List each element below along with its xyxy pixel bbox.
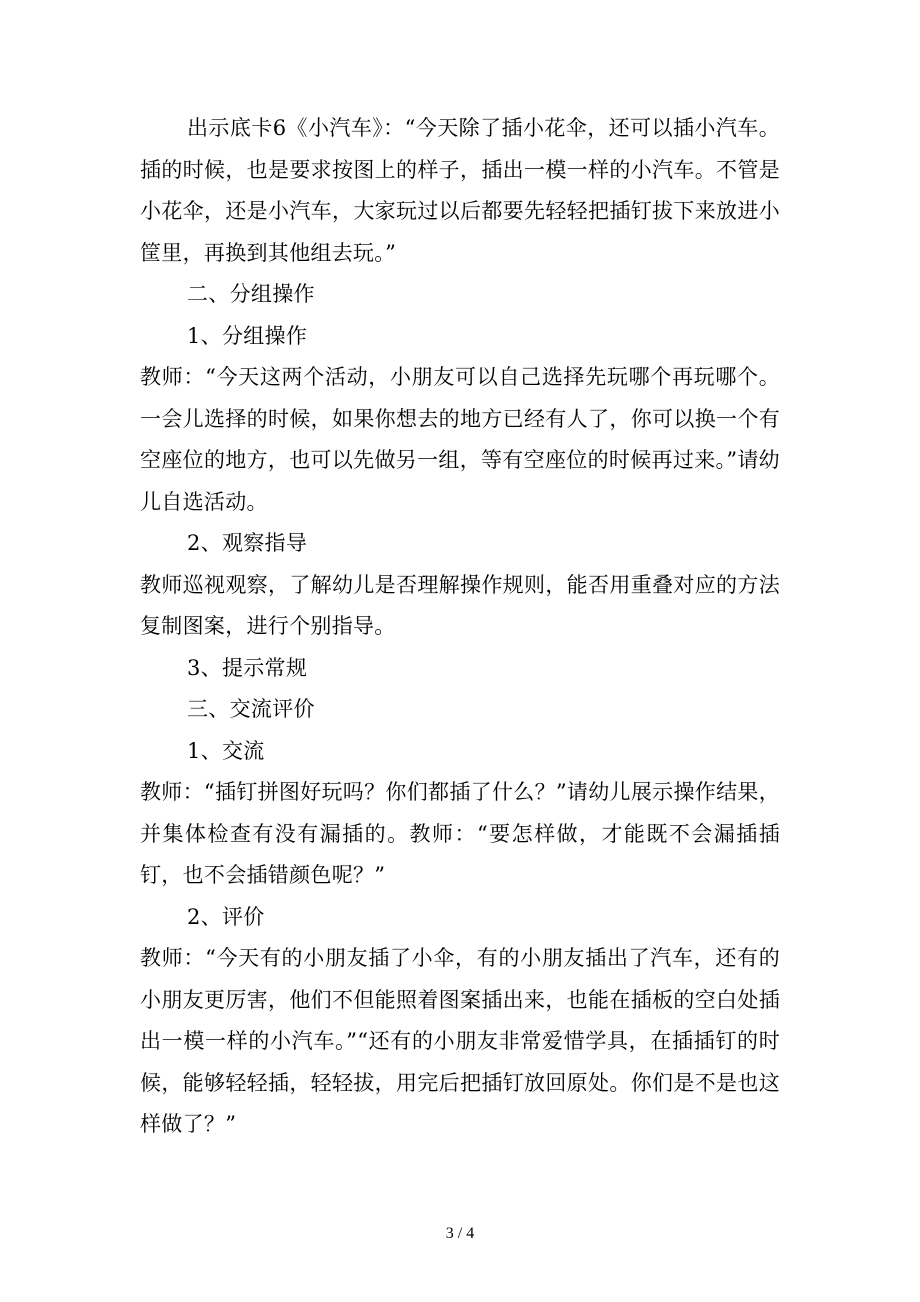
heading-group-operation: 二、分组操作 <box>187 282 315 306</box>
subheading-exchange: 1、交流 <box>187 738 265 763</box>
paragraph-teacher-exchange: 教师：“插钉拼图好玩吗？你们都插了什么？”请幼儿展示操作结果，并集体检查有没有漏插的。教师：“要怎样做，才能既不会漏插插钉，也不会插错颜色呢？” <box>140 780 780 887</box>
paragraph-teacher-choice: 教师：“今天这两个活动，小朋友可以自己选择先玩哪个再玩哪个。一会儿选择的时候，如果你想去的地方已经有人了，你可以换一个有空座位的地方，也可以先做另一组，等有空座位的时候再过来。”请幼儿自选活动。 <box>140 365 780 514</box>
paragraph-car-card: 出示底卡6《小汽车》：“今天除了插小花伞，还可以插小汽车。插的时候，也是要求按图上的样子，插出一模一样的小汽车。不管是小花伞，还是小汽车，大家玩过以后都要先轻轻把插钉拔下来放进小筐里，再换到其他组去玩。” <box>140 116 780 265</box>
subheading-group-operation: 1、分组操作 <box>187 323 308 348</box>
subheading-routine: 3、提示常规 <box>187 655 308 680</box>
subheading-observation: 2、观察指导 <box>187 531 308 555</box>
heading-evaluation: 三、交流评价 <box>187 697 315 721</box>
paragraph-teacher-assessment: 教师：“今天有的小朋友插了小伞，有的小朋友插出了汽车，还有的小朋友更厉害，他们不但能照着图案插出来，也能在插板的空白处插出一模一样的小汽车。”“还有的小朋友非常爱惜学具，在插插钉的时候，能够轻轻插，轻轻拔，用完后把插钉放回原处。你们是不是也这样做了？” <box>140 946 780 1136</box>
page-number: 3 / 4 <box>445 1225 475 1242</box>
subheading-assessment: 2、评价 <box>187 904 265 929</box>
document-body <box>140 108 780 1146</box>
paragraph-teacher-patrol: 教师巡视观察，了解幼儿是否理解操作规则，能否用重叠对应的方法复制图案，进行个别指导。 <box>140 572 780 638</box>
